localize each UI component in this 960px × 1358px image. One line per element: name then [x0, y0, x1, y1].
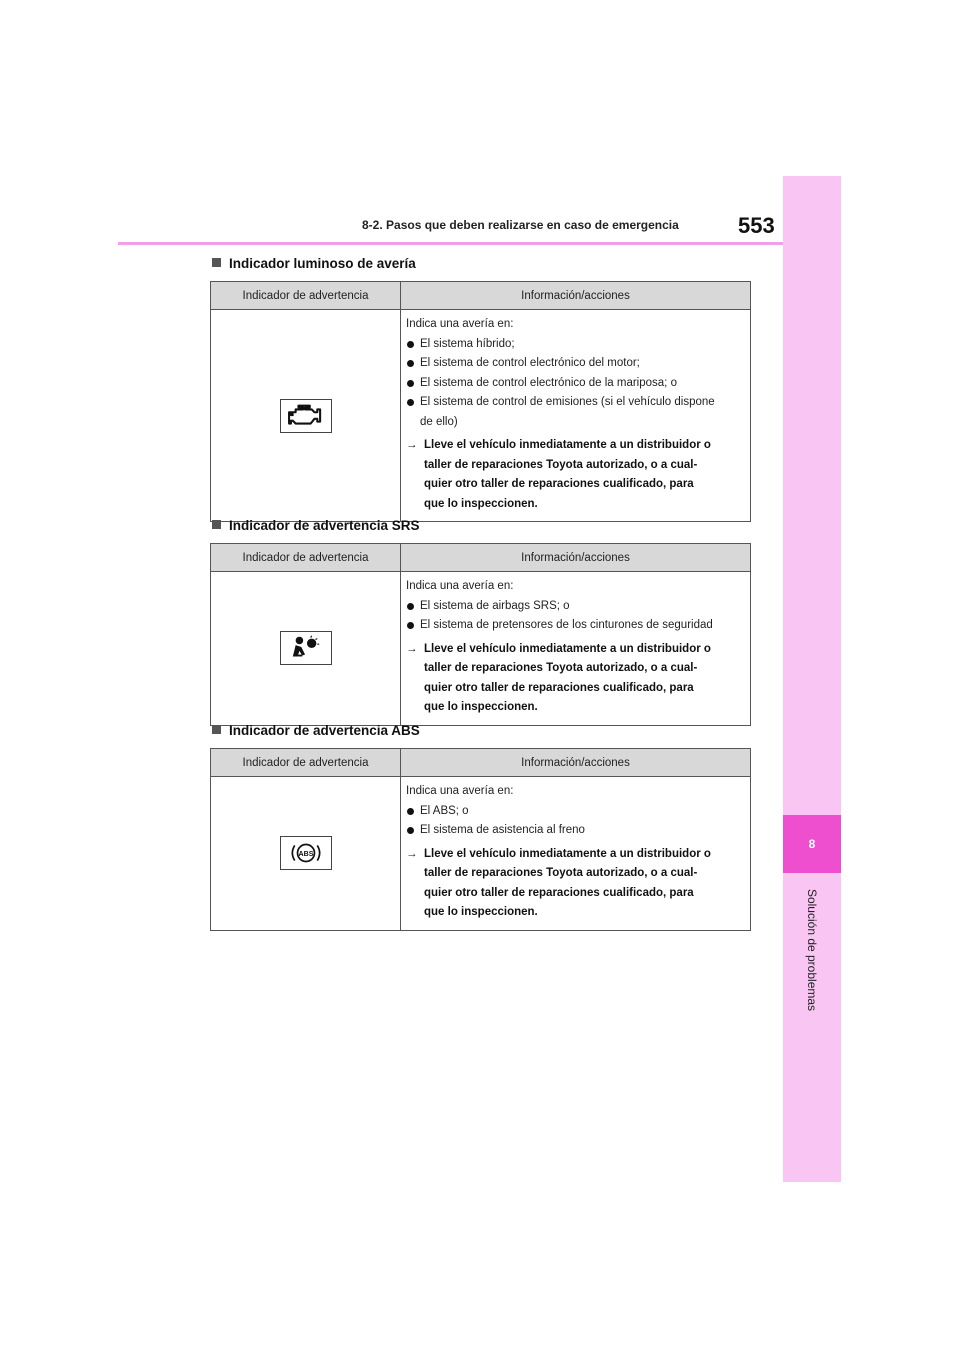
column-header-indicator: Indicador de advertencia	[211, 282, 401, 310]
list-item: El sistema de pretensores de los cinturones de seguridad	[406, 616, 745, 636]
column-header-info: Información/acciones	[401, 544, 751, 572]
section-title-text: Indicador de advertencia ABS	[229, 723, 420, 738]
table-row	[211, 572, 751, 726]
indicator-cell	[211, 310, 401, 522]
action-line: quier otro taller de reparaciones cualificado, para	[424, 681, 694, 694]
table-row	[211, 310, 751, 522]
list-item: El sistema híbrido;	[406, 335, 745, 355]
action-instruction	[406, 436, 745, 514]
column-header-info: Información/acciones	[401, 282, 751, 310]
info-cell	[401, 310, 751, 522]
action-line: Lleve el vehículo inmediatamente a un distribuidor o	[424, 642, 711, 655]
table-header-row	[211, 282, 751, 310]
action-line: quier otro taller de reparaciones cualificado, para	[424, 478, 694, 490]
info-intro: Indica una avería en:	[406, 785, 514, 797]
table-header-row	[211, 749, 751, 777]
section-title-text: Indicador de advertencia SRS	[229, 518, 420, 533]
chapter-number: 8	[783, 815, 841, 873]
warning-table-srs	[210, 543, 751, 726]
warning-table-abs	[210, 748, 751, 931]
section-title-abs	[212, 723, 420, 738]
action-line: que lo inspeccionen.	[424, 906, 538, 918]
square-bullet-icon	[212, 725, 221, 734]
action-instruction	[406, 845, 745, 923]
table-row	[211, 777, 751, 931]
abs-icon-text: ABS	[298, 851, 313, 859]
section-title-malfunction	[212, 256, 416, 271]
info-intro: Indica una avería en:	[406, 318, 514, 330]
section-title-srs	[212, 518, 420, 533]
page-number: 553	[738, 213, 775, 238]
info-cell	[401, 777, 751, 931]
airbag-icon	[280, 631, 332, 665]
section-header-title: 8-2. Pasos que deben realizarse en caso de emergencia	[362, 218, 679, 232]
action-line: taller de reparaciones Toyota autorizado, o a cual-	[424, 458, 698, 471]
square-bullet-icon	[212, 258, 221, 267]
list-item: El sistema de control de emisiones (si el vehículo dispone	[406, 393, 745, 413]
list-item: El sistema de control electrónico de la mariposa; o	[406, 374, 745, 394]
indicator-cell	[211, 777, 401, 931]
action-line: quier otro taller de reparaciones cualificado, para	[424, 886, 694, 899]
abs-icon	[280, 836, 332, 870]
arrow-icon: →	[406, 439, 418, 451]
column-header-info: Información/acciones	[401, 749, 751, 777]
list-item: El ABS; o	[406, 802, 745, 822]
list-item-continuation: de ello)	[420, 415, 458, 428]
action-line: taller de reparaciones Toyota autorizado, o a cual-	[424, 867, 698, 879]
indicator-cell	[211, 572, 401, 726]
action-line: Lleve el vehículo inmediatamente a un distribuidor o	[424, 847, 711, 860]
arrow-icon: →	[406, 642, 418, 655]
info-intro: Indica una avería en:	[406, 580, 514, 592]
action-line: taller de reparaciones Toyota autorizado, o a cual-	[424, 662, 698, 674]
action-line: Lleve el vehículo inmediatamente a un distribuidor o	[424, 439, 711, 451]
warning-table-malfunction	[210, 281, 751, 522]
column-header-indicator: Indicador de advertencia	[211, 749, 401, 777]
section-title-text: Indicador luminoso de avería	[229, 256, 416, 271]
info-cell	[401, 572, 751, 726]
square-bullet-icon	[212, 520, 221, 529]
chapter-side-tab	[783, 176, 841, 1182]
header-rule	[118, 242, 783, 245]
action-line: que lo inspeccionen.	[424, 701, 538, 713]
table-header-row	[211, 544, 751, 572]
action-line: que lo inspeccionen.	[424, 497, 538, 510]
list-item: El sistema de airbags SRS; o	[406, 597, 745, 617]
column-header-indicator: Indicador de advertencia	[211, 544, 401, 572]
list-item: El sistema de asistencia al freno	[406, 821, 745, 841]
arrow-icon: →	[406, 847, 418, 860]
chapter-label: Solución de problemas	[805, 888, 819, 1012]
check-engine-icon	[280, 399, 332, 433]
action-instruction	[406, 640, 745, 718]
list-item: El sistema de control electrónico del motor;	[406, 354, 745, 374]
